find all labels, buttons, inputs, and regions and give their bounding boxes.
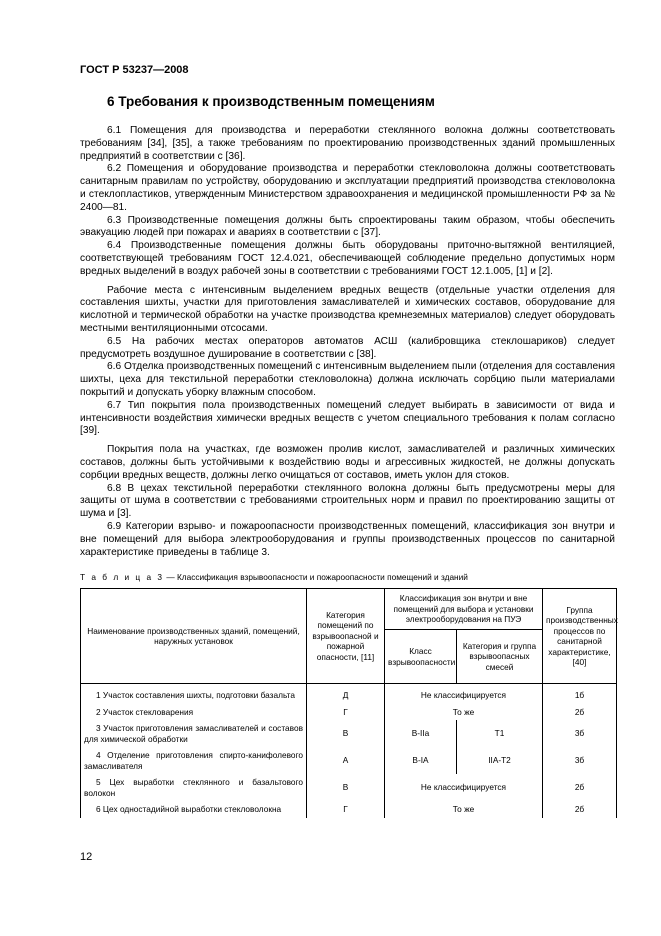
header-zone-class: Класс взрывоопасности [385,630,457,684]
row-4-zone-class: В-IА [385,747,457,774]
paragraph-6-9: 6.9 Категории взрыво- и пожароопасности производственных помещений, классификация зон внутри и вне помещений для выбора электрооборудования и группы производственных процессов по санитарной характеристике приведены в таблице 3. [80,520,615,558]
table-row [81,687,617,704]
row-1-sanitary: 1б [543,687,617,704]
row-2-zones: То же [385,704,543,721]
document-header: ГОСТ Р 53237—2008 [80,64,189,76]
section-title: 6 Требования к производственным помещениям [107,94,435,109]
header-category: Категория помещений по взрывоопасной и пожарной опасности, [11] [307,589,385,684]
row-5-name: 5 Цех выработки стеклянного и базальтового волокон [81,774,307,801]
table-caption [80,572,468,582]
header-sanitary: Группа производственных процессов по санитарной характеристике, [40] [543,589,617,684]
row-3-sanitary: 3б [543,720,617,747]
row-6-sanitary: 2б [543,801,617,818]
paragraph-6-1: 6.1 Помещения для производства и переработки стеклянного волокна должны соответствовать требованиям [34], [35], а также требованиям по проектированию производственных зданий промышленных предприятий в соответствии с [36]. [80,125,615,162]
table-row [81,774,617,801]
row-1-zones: Не классифицируется [385,687,543,704]
paragraph-6-7: 6.7 Тип покрытия пола производственных помещений следует выбирать в зависимости от вида и интенсивности воздействия химически вредных веществ с учетом специального требования к полам согласно [39]. [80,399,615,437]
row-2-name: 2 Участок стекловарения [81,704,307,721]
paragraph-workplaces: Рабочие места с интенсивным выделением вредных веществ (отдельные участки отделения для составления шихты, участки для приготовления замасливателей и химических составов, оборудование для кислотной и термической обработки на участке производства кремнеземных материалов) следует оборудовать местными вентиляционными отсосами. [80,284,615,334]
header-zones: Классификация зон внутри и вне помещений для выбора и установки электрооборудования на ПУЭ [385,589,543,630]
row-4-zone-group: IIА-Т2 [457,747,543,774]
row-5-sanitary: 2б [543,774,617,801]
row-6-name: 6 Цех одностадийной выработки стекловолокна [81,801,307,818]
paragraph-floor-coverings: Покрытия пола на участках, где возможен пролив кислот, замасливателей и различных химических составов, должны быть устойчивыми к воздействию воды и агрессивных жидкостей, не должны допускать сорбции вредных веществ, должны легко очищаться от составов, иметь уклон для стоков. [80,444,615,481]
row-4-sanitary: 3б [543,747,617,774]
row-3-zone-group: Т1 [457,720,543,747]
header-zone-group: Категория и группа взрывоопасных смесей [457,630,543,684]
paragraph-6-4: 6.4 Производственные помещения должны быть оборудованы приточно-вытяжной вентиляцией, соответствующей требованиям ГОСТ 12.4.021, обеспечивающей соблюдение предельно допустимых норм вредных выделений в воздух рабочей зоны в соответствии с требованиями ГОСТ 12.1.005, [1] и [2]. [80,240,615,277]
table-caption-label: Т а б л и ц а 3 [80,572,165,582]
row-5-zones: Не классифицируется [385,774,543,801]
row-3-zone-class: В-IIа [385,720,457,747]
table-caption-text: — Классификация взрывоопасности и пожароопасности помещений и зданий [164,572,468,582]
body-text [80,125,615,559]
table-row [81,801,617,818]
row-2-sanitary: 2б [543,704,617,721]
row-5-category: В [307,774,385,801]
paragraph-6-2: 6.2 Помещения и оборудование производства и переработки стекловолокна должны соответствовать санитарным правилам по устройству, оборудованию и эксплуатации предприятий производства стекловолокна и стеклопластиков, утвержденным Министерством здравоохранения и медицинской промышленности РФ за № 2400—81. [80,163,615,213]
row-6-category: Г [307,801,385,818]
paragraph-6-8: 6.8 В цехах текстильной переработки стеклянного волокна должны быть предусмотрены меры для защиты от шума в соответствии с требованиями строительных норм и правил по проектированию защиты от шума и [3]. [80,482,615,520]
table-row [81,720,617,747]
header-name: Наименование производственных зданий, помещений, наружных установок [81,589,307,684]
page-number: 12 [80,851,93,863]
table-header-row [81,589,617,630]
paragraph-6-5: 6.5 На рабочих местах операторов автоматов АСШ (калибровщика стеклошариков) следует предусмотреть воздушное душирование в соответствии с [38]. [80,335,615,360]
paragraph-6-3: 6.3 Производственные помещения должны быть спроектированы таким образом, чтобы обеспечить эвакуацию людей при пожарах и авариях в соответствии с [37]. [80,214,615,239]
row-4-category: А [307,747,385,774]
table-row [81,704,617,721]
row-4-name: 4 Отделение приготовления спирто-канифолевого замасливателя [81,747,307,774]
table-row [81,747,617,774]
classification-table [80,588,617,818]
row-3-name: 3 Участок приготовления замасливателей и составов для химической обработки [81,720,307,747]
row-2-category: Г [307,704,385,721]
row-3-category: В [307,720,385,747]
paragraph-6-6: 6.6 Отделка производственных помещений с интенсивным выделением пыли (отделения для составления шихты, цеха для текстильной переработки стекловолокна) должна исключать сорбцию пыли материалами покрытий и допускать уборку влажным способом. [80,361,615,398]
row-1-name: 1 Участок составления шихты, подготовки базальта [81,687,307,704]
row-6-zones: То же [385,801,543,818]
row-1-category: Д [307,687,385,704]
